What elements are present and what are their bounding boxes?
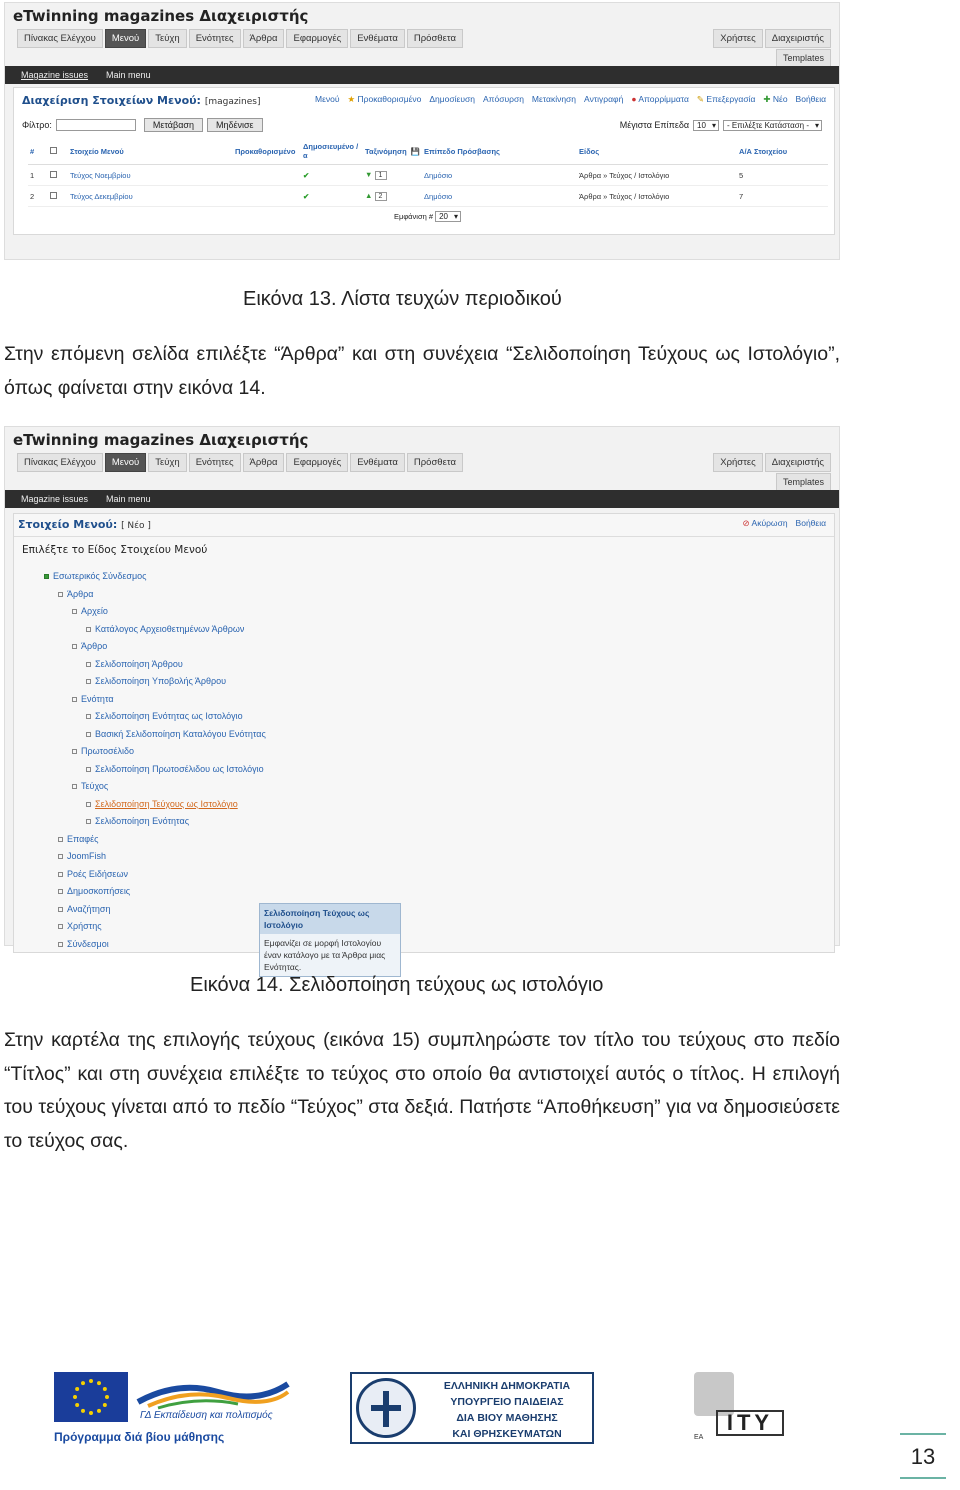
tree-node-label: Βασική Σελιδοποίηση Καταλόγου Ενότητας — [95, 728, 266, 739]
tree-node[interactable] — [44, 936, 266, 954]
eu-star-icon — [97, 1381, 101, 1385]
toolbar-help[interactable]: Βοήθεια — [795, 94, 826, 104]
tree-node-icon — [58, 942, 63, 947]
tab-administrator[interactable]: Διαχειριστής — [765, 29, 831, 48]
row-id: 7 — [737, 186, 828, 207]
row-name-link[interactable]: Τεύχος Νοεμβρίου — [68, 165, 233, 186]
tab-users[interactable]: Χρήστες — [713, 29, 762, 48]
eu-star-icon — [89, 1379, 93, 1383]
tree-node-icon — [86, 662, 91, 667]
tree-node[interactable] — [44, 603, 266, 621]
right-nav-tabs — [713, 453, 831, 472]
screenshot-menu-items-list — [4, 2, 840, 260]
tree-node-label: Τεύχος — [81, 781, 109, 791]
screenshot-menu-item-type — [4, 426, 840, 972]
lifelong-learning-wave-logo — [138, 1378, 288, 1408]
page-number: 13 — [900, 1433, 946, 1479]
admin-brand-title: eTwinning magazines Διαχειριστής — [13, 7, 309, 25]
tree-node-label: Αρχείο — [81, 606, 108, 616]
eu-star-icon — [89, 1411, 93, 1415]
tree-node-label: Άρθρα — [67, 588, 94, 599]
toolbar-copy[interactable]: Αντιγραφή — [584, 94, 624, 104]
eu-flag-logo — [54, 1372, 128, 1422]
tab-menus[interactable]: Μενού — [105, 29, 146, 48]
filter-input[interactable] — [56, 119, 136, 131]
tab-plugins[interactable]: Πρόσθετα — [407, 29, 463, 48]
lifelong-learning-caption: Πρόγραμμα διά βίου μάθησης — [54, 1430, 225, 1444]
tree-node[interactable] — [44, 831, 266, 849]
tree-node[interactable] — [44, 918, 266, 936]
col-checkbox — [48, 138, 68, 165]
toolbar-publish[interactable]: Δημοσίευση — [429, 94, 475, 104]
ity-logo: ΕΑ ITY — [692, 1372, 788, 1446]
tree-node-label: Σελιδοποίηση Ενότητας — [95, 816, 190, 826]
table-row: 2 Τεύχος Δεκεμβρίου ✔ ▲ 2 Δημόσιο Άρθρα » Τεύχος / Ιστολόγιο 7 — [28, 186, 828, 207]
cancel-icon: ⊘ — [742, 518, 750, 528]
sponsor-logos — [54, 1372, 794, 1448]
col-menu-item: Στοιχείο Μενού — [68, 138, 233, 165]
tree-node[interactable] — [44, 778, 266, 796]
toolbar-menus[interactable]: Μενού — [315, 94, 340, 104]
panel-subtitle: [magazines] — [204, 97, 261, 107]
order-input[interactable]: 2 — [375, 192, 387, 201]
menu-items-table — [28, 138, 828, 207]
tree-node-icon — [44, 574, 49, 579]
row-name-link[interactable]: Τεύχος Δεκεμβρίου — [68, 186, 233, 207]
toolbar-default[interactable]: ★ Προκαθορισμένο — [347, 94, 422, 104]
tree-node[interactable] — [44, 761, 266, 779]
submenu-bar — [5, 490, 839, 508]
tree-node-label: Σύνδεσμοι — [67, 938, 109, 949]
tooltip-title: Σελιδοποίηση Τεύχους ως Ιστολόγιο — [260, 904, 400, 934]
panel-subtitle: [ Νέο ] — [121, 521, 151, 531]
tab-applications[interactable]: Εφαρμογές — [286, 453, 348, 472]
panel-title: Στοιχείο Μενού: [ Νέο ] — [18, 518, 151, 531]
tree-node-label: Χρήστης — [67, 921, 102, 931]
paragraph-2: Στην καρτέλα της επιλογής τεύχους (εικόνα 15) συμπληρώστε τον τίτλο του τεύχους στο πεδίο “Τίτλος” και στη συνέχεια επιλέξτε το τεύχος στο οποίο θα αντιστοιχεί αυτός ο τίτλος. Η επιλογή του τεύχους γίνεται από το πεδίο “Τεύχος” στα δεξιά. Πατήστε “Αποθήκευση” για να δημοσιεύσετε το τεύχος σας. — [4, 1029, 840, 1152]
tree-node-icon — [72, 784, 77, 789]
tree-node-icon — [58, 924, 63, 929]
tab-menus[interactable]: Μενού — [105, 453, 146, 472]
go-button[interactable]: Μετάβαση — [144, 118, 203, 132]
display-select[interactable]: 20 ▾ — [435, 211, 461, 222]
order-input[interactable]: 1 — [375, 171, 387, 180]
tree-node-label: Εσωτερικός Σύνδεσμος — [53, 571, 147, 581]
tab-sections[interactable]: Ενότητες — [189, 453, 241, 472]
eu-star-icon — [75, 1387, 79, 1391]
figure-14-caption: Εικόνα 14. Σελιδοποίηση τεύχους ως ιστολόγιο — [190, 974, 604, 996]
right-nav-tabs — [713, 29, 831, 48]
tab-modules[interactable]: Ενθέματα — [350, 29, 405, 48]
filter-label: Φίλτρο: — [22, 120, 52, 130]
tree-node-label: Σελιδοποίηση Πρωτοσέλιδου ως Ιστολόγιο — [95, 763, 264, 774]
access-level-link[interactable]: Δημόσιο — [422, 165, 577, 186]
state-select[interactable]: - Επιλέξτε Κατάσταση - ▾ — [723, 120, 822, 131]
menu-items-panel — [13, 87, 835, 235]
tab-sections[interactable]: Ενότητες — [189, 29, 241, 48]
tree-node-label: Σελιδοποίηση Τεύχους ως Ιστολόγιο — [95, 798, 238, 809]
tree-node[interactable] — [44, 638, 266, 656]
tab-templates[interactable]: Templates — [776, 473, 831, 491]
tab-control-panel[interactable]: Πίνακας Ελέγχου — [17, 29, 103, 48]
greek-emblem-icon — [356, 1378, 416, 1438]
help-button[interactable]: Βοήθεια — [795, 518, 826, 528]
max-levels-label: Μέγιστα Επίπεδα — [619, 120, 690, 130]
tree-node-icon — [58, 889, 63, 894]
tree-node[interactable] — [44, 726, 266, 744]
tree-node-label: Ροές Ειδήσεων — [67, 868, 128, 879]
eu-star-icon — [105, 1395, 109, 1399]
ity-wordmark: ITY — [716, 1410, 784, 1436]
toolbar — [743, 518, 827, 529]
cancel-button[interactable]: ⊘ Ακύρωση — [742, 518, 788, 528]
filter-row — [22, 118, 832, 132]
eu-star-icon — [97, 1409, 101, 1413]
table-row: 1 Τεύχος Νοεμβρίου ✔ ▼ 1 Δημόσιο Άρθρα » Τεύχος / Ιστολόγιο 5 — [28, 165, 828, 186]
tab-issues[interactable]: Τεύχη — [148, 29, 186, 48]
menu-type-tree — [44, 568, 266, 953]
tree-node-icon — [58, 837, 63, 842]
toolbar-new[interactable]: ✚ Νέο — [763, 94, 788, 104]
tree-node[interactable] — [44, 743, 266, 761]
toolbar-move[interactable]: Μετακίνηση — [531, 94, 577, 104]
top-nav-tabs — [17, 29, 463, 48]
eu-star-icon — [103, 1403, 107, 1407]
eu-star-icon — [75, 1403, 79, 1407]
tree-node-icon — [86, 767, 91, 772]
tree-node[interactable] — [44, 691, 266, 709]
eu-star-icon — [81, 1381, 85, 1385]
ministry-text: ΕΛΛΗΝΙΚΗ ΔΗΜΟΚΡΑΤΙΑ ΥΠΟΥΡΓΕΙΟ ΠΑΙΔΕΙΑΣ ΔΙΑ ΒΙΟΥ ΜΑΘΗΣΗΣ ΚΑΙ ΘΡΗΣΚΕΥΜΑΤΩΝ — [443, 1380, 571, 1440]
tree-node-icon — [72, 749, 77, 754]
top-nav-tabs — [17, 453, 463, 472]
display-count: Εμφάνιση # 20 ▾ — [394, 212, 461, 221]
tree-node[interactable] — [44, 901, 266, 919]
tree-node-icon — [58, 854, 63, 859]
tree-node-icon — [58, 872, 63, 877]
tree-node[interactable] — [44, 848, 266, 866]
choose-type-heading: Επιλέξτε το Είδος Στοιχείου Μενού — [22, 544, 208, 556]
tree-node-icon — [86, 679, 91, 684]
tree-node[interactable] — [44, 621, 266, 639]
eu-dg-label: ΓΔ Εκπαίδευση και πολιτισμός — [140, 1410, 273, 1421]
submenu-bar — [5, 66, 839, 84]
tree-node-label: Σελιδοποίηση Ενότητας ως Ιστολόγιο — [95, 711, 243, 721]
max-levels-select[interactable]: 10 ▾ — [693, 120, 719, 131]
eu-star-icon — [103, 1387, 107, 1391]
tree-node-label: Κατάλογος Αρχειοθετημένων Άρθρων — [95, 623, 245, 634]
col-default: Προκαθορισμένο — [233, 138, 301, 165]
col-id: Α/Α Στοιχείου — [737, 138, 828, 165]
tab-plugins[interactable]: Πρόσθετα — [407, 453, 463, 472]
ministry-logo — [350, 1372, 594, 1444]
tab-modules[interactable]: Ενθέματα — [350, 453, 405, 472]
tree-node[interactable] — [44, 673, 266, 691]
tree-node[interactable] — [44, 586, 266, 604]
reset-button[interactable]: Μηδένισε — [207, 118, 263, 132]
tree-node-icon — [86, 714, 91, 719]
tree-node-label: Σελιδοποίηση Άρθρου — [95, 658, 183, 669]
row-type: Άρθρα » Τεύχος / Ιστολόγιο — [577, 186, 737, 207]
col-number: # — [28, 138, 48, 165]
toolbar — [315, 94, 826, 105]
tree-node[interactable] — [44, 813, 266, 831]
tab-articles[interactable]: Άρθρα — [243, 29, 285, 48]
toolbar-trash[interactable]: ● Απορρίμματα — [631, 94, 689, 104]
tree-node[interactable] — [44, 568, 266, 586]
paragraph-1: Στην επόμενη σελίδα επιλέξτε “Άρθρα” και στη συνέχεια “Σελιδοποίηση Τεύχους ως Ιστολόγιο”, όπως φαίνεται στην εικόνα 14. — [4, 343, 840, 399]
submenu-main-menu[interactable]: Main menu — [106, 494, 151, 504]
tree-node-icon — [86, 627, 91, 632]
eu-star-icon — [73, 1395, 77, 1399]
menu-item-new-panel — [13, 513, 835, 972]
tree-node-label: Άρθρο — [81, 641, 108, 651]
access-level-link[interactable]: Δημόσιο — [422, 186, 577, 207]
select-all-checkbox[interactable] — [50, 147, 57, 154]
published-check-icon[interactable]: ✔ — [303, 191, 310, 201]
toolbar-edit[interactable]: ✎ Επεξεργασία — [696, 94, 756, 104]
tree-node[interactable] — [44, 866, 266, 884]
row-type: Άρθρα » Τεύχος / Ιστολόγιο — [577, 165, 737, 186]
tree-node-icon — [72, 609, 77, 614]
published-check-icon[interactable]: ✔ — [303, 170, 310, 180]
row-checkbox[interactable] — [50, 171, 57, 178]
tree-node-icon — [86, 819, 91, 824]
tab-applications[interactable]: Εφαρμογές — [286, 29, 348, 48]
tree-node-icon — [58, 907, 63, 912]
tree-node-icon — [86, 732, 91, 737]
col-type: Είδος — [577, 138, 737, 165]
col-order: Ταξινόμηση — [363, 138, 409, 165]
order-up-icon[interactable]: ▲ — [365, 191, 373, 200]
tab-articles[interactable]: Άρθρα — [243, 453, 285, 472]
tab-administrator[interactable]: Διαχειριστής — [765, 453, 831, 472]
panel-title: Διαχείριση Στοιχείων Μενού: [magazines] — [22, 94, 261, 107]
order-down-icon[interactable]: ▼ — [365, 170, 373, 179]
tree-node-label: Σελιδοποίηση Υποβολής Άρθρου — [95, 676, 227, 686]
tree-node-label: Αναζήτηση — [67, 903, 111, 914]
tab-templates[interactable]: Templates — [776, 49, 831, 67]
save-order-icon[interactable]: 💾 — [409, 138, 422, 165]
tree-node-label: Δημοσκοπήσεις — [67, 886, 131, 896]
tooltip-body: Εμφανίζει σε μορφή Ιστολογίου έναν κατάλογο με τα Άρθρα μιας Ενότητας. — [264, 938, 386, 972]
tree-node-label: Ενότητα — [81, 693, 114, 704]
tree-node-icon — [72, 697, 77, 702]
row-checkbox[interactable] — [50, 192, 57, 199]
col-published: Δημοσιευμένο /α — [301, 138, 363, 165]
tree-node[interactable] — [44, 656, 266, 674]
eu-star-icon — [81, 1409, 85, 1413]
row-id: 5 — [737, 165, 828, 186]
tab-users[interactable]: Χρήστες — [713, 453, 762, 472]
toolbar-unpublish[interactable]: Απόσυρση — [482, 94, 524, 104]
tab-issues[interactable]: Τεύχη — [148, 453, 186, 472]
tab-control-panel[interactable]: Πίνακας Ελέγχου — [17, 453, 103, 472]
admin-brand-title: eTwinning magazines Διαχειριστής — [13, 431, 309, 449]
submenu-magazine-issues[interactable]: Magazine issues — [21, 494, 89, 504]
tree-node-icon — [86, 802, 91, 807]
tree-node[interactable] — [44, 883, 266, 901]
tooltip — [259, 903, 401, 977]
submenu-main-menu[interactable]: Main menu — [106, 70, 151, 80]
tree-node[interactable] — [44, 796, 266, 814]
tree-node-icon — [72, 644, 77, 649]
figure-13-caption: Εικόνα 13. Λίστα τευχών περιοδικού — [243, 288, 562, 310]
tree-node-label: JoomFish — [67, 851, 107, 861]
submenu-magazine-issues[interactable]: Magazine issues — [21, 70, 89, 80]
tree-node-label: Επαφές — [67, 833, 99, 844]
tree-node-label: Πρωτοσέλιδο — [81, 746, 135, 756]
tree-node-icon — [58, 592, 63, 597]
tree-node[interactable] — [44, 708, 266, 726]
col-access-level: Επίπεδο Πρόσβασης — [422, 138, 577, 165]
